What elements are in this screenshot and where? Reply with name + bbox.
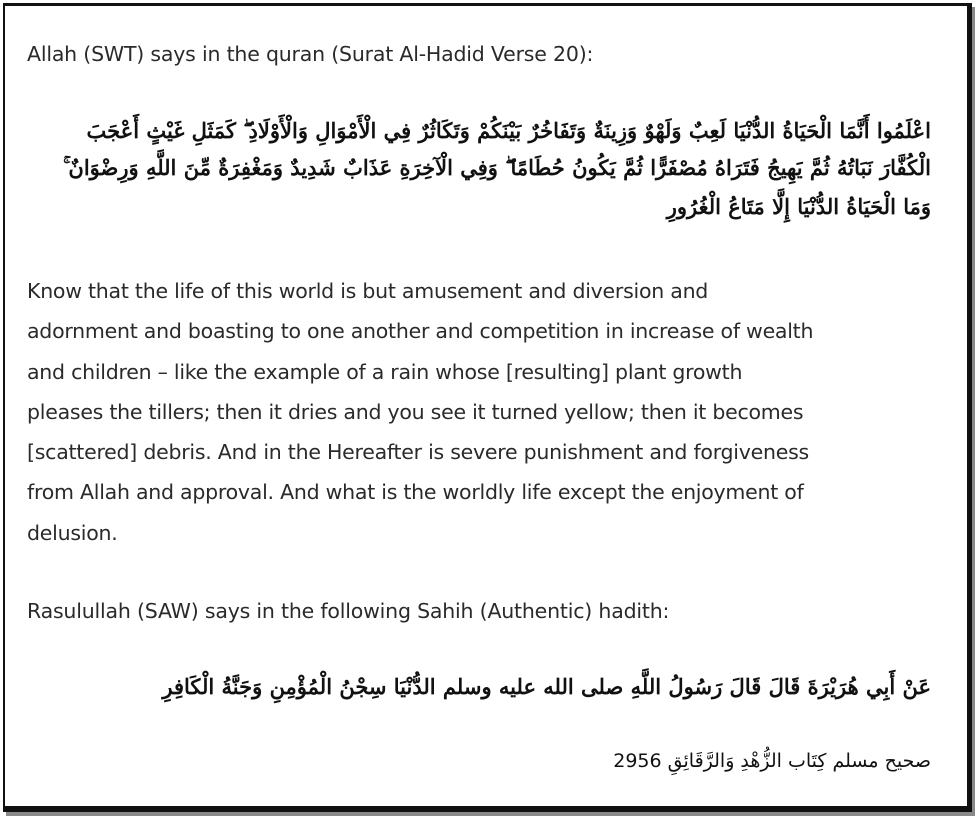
quran-arabic-line-1: اعْلَمُوا أَنَّمَا الْحَيَاةُ الدُّنْيَا لَعِبٌ وَلَهْوٌ وَزِينَةٌ وَتَفَاخُرٌ بَيْنَكُمْ وَتَكَاثُرٌ فِي الْأَمْوَالِ وَالْأَوْلَادِ ۖ كَمَثَلِ غَيْثٍ أَعْجَبَ — [86, 118, 931, 143]
translation-line: Know that the life of this world is but amusement and diversion and — [27, 279, 709, 303]
document-frame — [3, 3, 972, 812]
quran-arabic-line-3: وَمَا الْحَيَاةُ الدُّنْيَا إِلَّا مَتَاعُ الْغُرُورِ — [666, 194, 931, 219]
quran-translation — [27, 271, 947, 553]
translation-line: [scattered] debris. And in the Hereafter is severe punishment and forgiveness — [27, 440, 809, 465]
quran-intro-text: Allah (SWT) says in the quran (Surat Al-Hadid Verse 20): — [27, 42, 594, 66]
quran-arabic-line-2: الْكُفَّارَ نَبَاتُهُ ثُمَّ يَهِيجُ فَتَرَاهُ مُصْفَرًّا ثُمَّ يَكُونُ حُطَامًا ۖ وَفِي الْآخِرَةِ عَذَابٌ شَدِيدٌ وَمَغْفِرَةٌ مِّنَ اللَّهِ وَرِضْوَانٌ ۚ — [63, 155, 931, 180]
hadith-reference: صحيح مسلم كِتَاب الزُّهْدِ وَالرَّقَائِقِ 2956 — [613, 750, 931, 772]
translation-line: delusion. — [27, 520, 118, 545]
hadith-arabic-text: عَنْ أَبِي هُرَيْرَةَ قَالَ قَالَ رَسُولُ اللَّهِ صلى الله عليه وسلم الدُّنْيَا سِجْنُ الْمُؤْمِنِ وَجَنَّةُ الْكَافِرِ — [162, 674, 931, 699]
hadith-intro-text: Rasulullah (SAW) says in the following Sahih (Authentic) hadith: — [27, 599, 670, 623]
translation-line: and children – like the example of a rain whose [resulting] plant growth — [27, 359, 743, 384]
translation-line: pleases the tillers; then it dries and you see it turned yellow; then it becomes — [27, 399, 804, 424]
translation-line: adornment and boasting to one another and competition in increase of wealth — [27, 319, 814, 344]
translation-line: from Allah and approval. And what is the worldly life except the enjoyment of — [27, 480, 804, 505]
